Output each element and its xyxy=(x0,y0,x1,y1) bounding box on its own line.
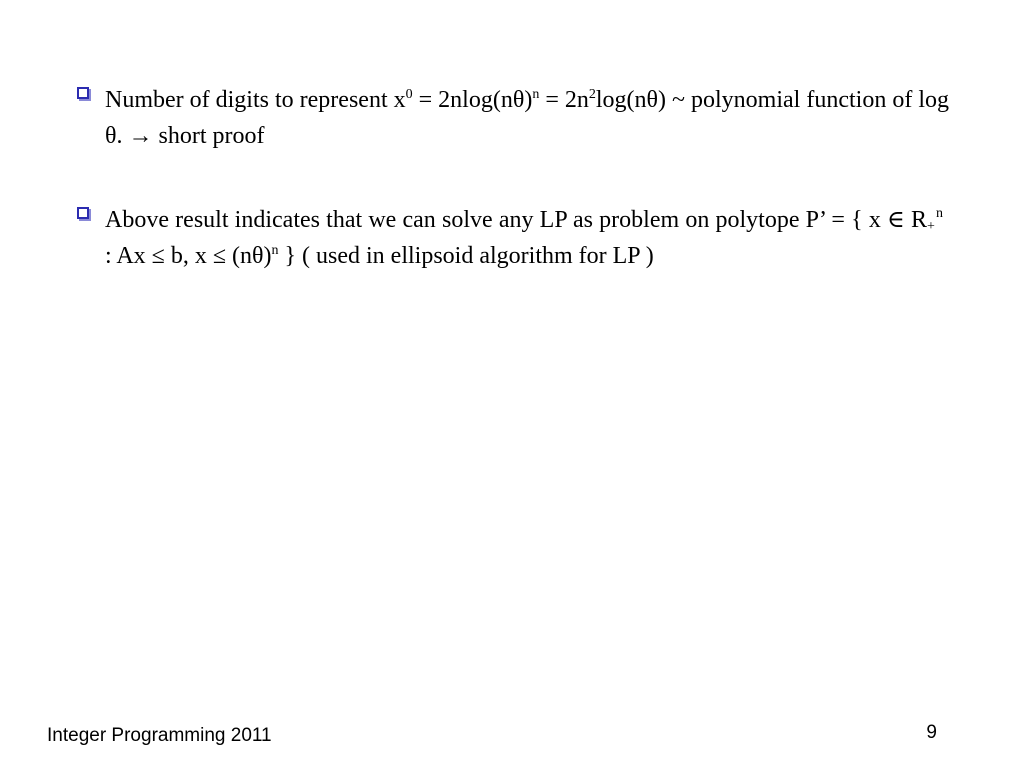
subscript: + xyxy=(927,219,935,234)
superscript: n xyxy=(271,243,279,258)
superscript: n xyxy=(532,87,540,102)
subscript-superscript-pair xyxy=(927,206,949,234)
text-segment: = 2nlog(nθ) xyxy=(412,87,533,113)
text-segment: : Ax ≤ b, x ≤ (nθ) xyxy=(105,243,272,269)
footer-title: Integer Programming 2011 xyxy=(47,725,272,746)
superscript: 0 xyxy=(405,87,413,102)
checkbox-square-bullet-icon xyxy=(77,207,89,219)
bullet-item-digits xyxy=(77,82,949,154)
text-segment: } ( used in ellipsoid algorithm for LP ) xyxy=(278,243,654,269)
text-segment: log(nθ) ~ polynomial function of log θ. → short proof xyxy=(105,87,949,149)
page-number: 9 xyxy=(926,722,937,743)
bullet-text-lp-polytope xyxy=(105,202,949,274)
bullet-item-lp-polytope xyxy=(77,202,949,274)
text-segment: Number of digits to represent x xyxy=(105,87,406,113)
text-segment: Above result indicates that we can solve any LP as problem on polytope P’ = { x ∈ R xyxy=(105,207,927,233)
checkbox-square-bullet-icon xyxy=(77,87,89,99)
superscript: 2 xyxy=(588,87,596,102)
text-segment: = 2n xyxy=(539,87,589,113)
bullet-text-digits xyxy=(105,82,949,154)
superscript: n xyxy=(936,206,943,221)
